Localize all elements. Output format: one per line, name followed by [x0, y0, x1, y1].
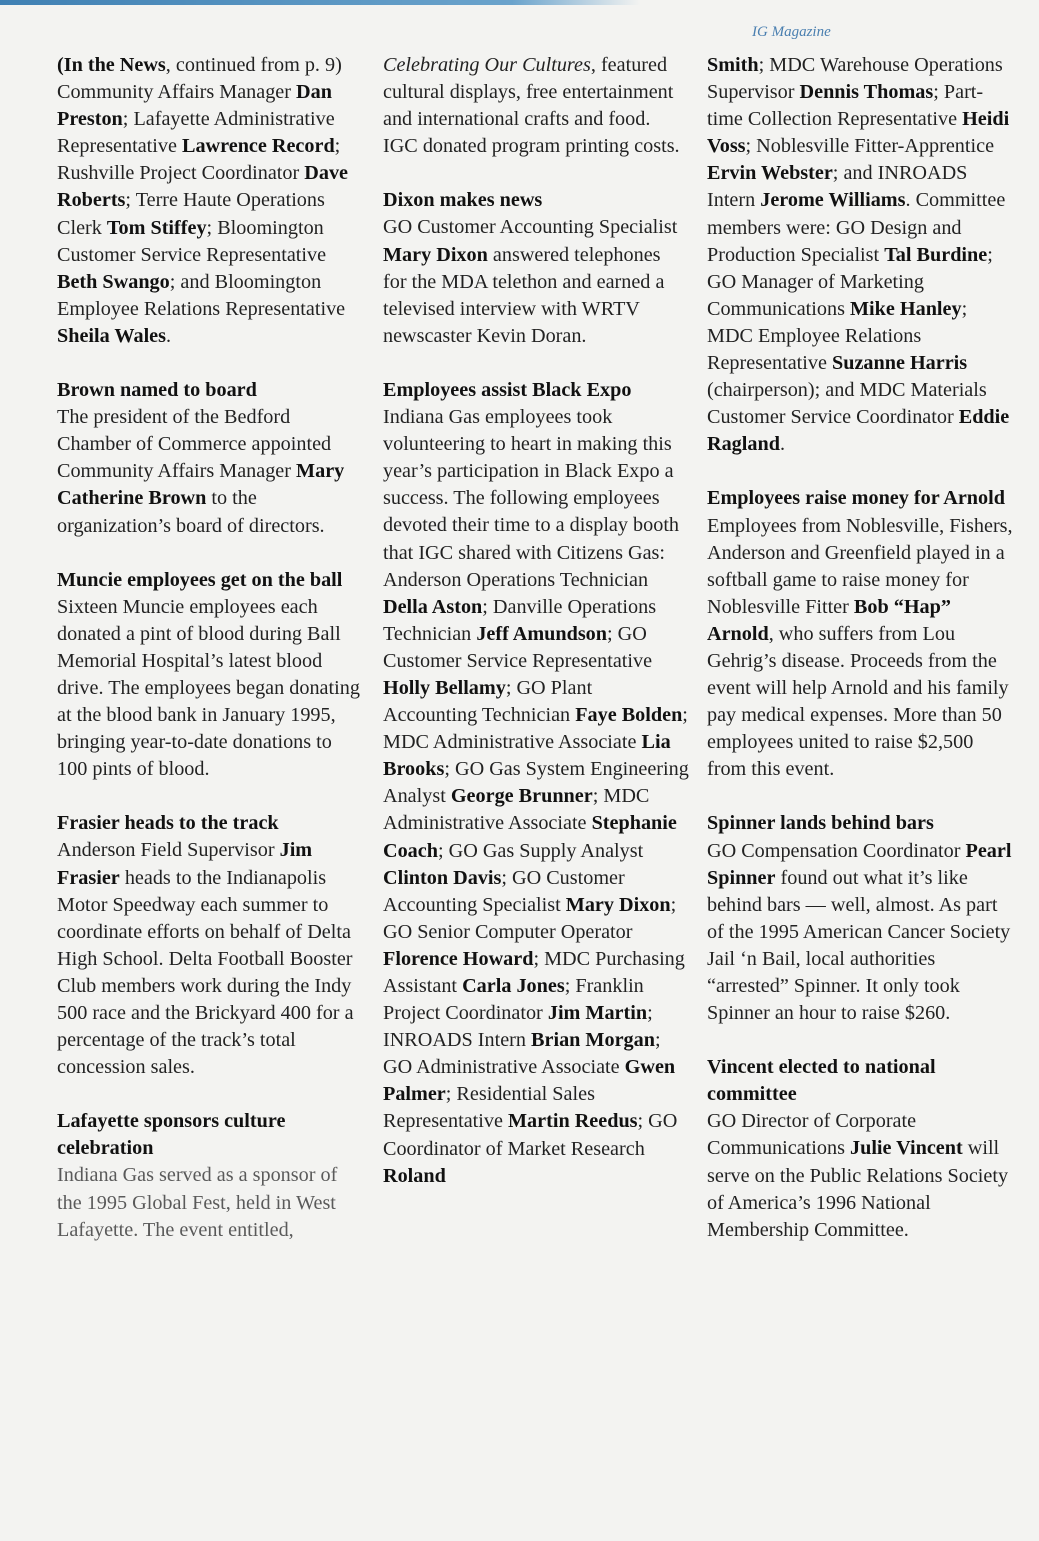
- text-run: Celebrating Our Cultures: [383, 54, 591, 76]
- person-name: Jim Frasier: [57, 839, 313, 889]
- story-body: [707, 1110, 1008, 1240]
- column-1: [57, 52, 362, 1244]
- person-name: Florence Howard: [383, 947, 534, 970]
- column-3: [707, 52, 1017, 1244]
- person-name: Heidi Voss: [707, 108, 1010, 158]
- lafayette-continuation: [383, 52, 689, 160]
- person-name: Carla Jones: [462, 975, 565, 997]
- text-run: ; Noblesville Fitter-Apprentice: [745, 135, 995, 158]
- person-name: Lia Brooks: [383, 731, 671, 781]
- text-run: ; Lafayette Administrative Representative: [57, 108, 335, 158]
- text-run: ; MDC Purchasing Assistant: [383, 947, 685, 997]
- story-arnold: [707, 485, 1017, 783]
- person-name: Roland: [383, 1164, 446, 1187]
- story-body: [57, 596, 360, 781]
- person-name: Eddie Ragland: [707, 406, 1010, 456]
- person-name: George Brunner: [450, 785, 593, 808]
- person-name: (In the News: [57, 54, 166, 76]
- person-name: Gwen Palmer: [383, 1056, 676, 1106]
- text-run: ; GO Plant Accounting Technician: [383, 676, 593, 727]
- column-2: [383, 52, 689, 1190]
- person-name: Pearl Spinner: [707, 839, 1012, 889]
- person-name: Jeff Amundson: [476, 622, 607, 645]
- person-name: Suzanne Harris: [832, 352, 968, 375]
- text-run: heads to the Indianapolis Motor Speedway each summer to coordinate efforts on behalf of Delta High School. Delta Football Booster Club members work during the Indy 500 race and the Brickyard 400 for a percentage of the track’s total concession sales.: [57, 866, 354, 1079]
- magazine-header: IG Magazine: [752, 24, 831, 40]
- story-body: [383, 406, 689, 1187]
- text-run: ; Franklin Project Coordinator: [383, 975, 644, 1025]
- story-lafayette: [57, 1108, 362, 1243]
- person-name: Martin Reedus: [508, 1110, 638, 1133]
- text-run: Indiana Gas served as a sponsor of the 1995 Global Fest, held in West Lafayette. The event entitled,: [57, 1164, 338, 1241]
- story-body: [57, 839, 354, 1078]
- text-run: to the organization’s board of directors.: [57, 487, 325, 537]
- text-run: ; GO Senior Computer Operator: [383, 893, 677, 943]
- text-run: ; and Bloomington Employee Relations Representative: [57, 270, 346, 320]
- person-name: Smith: [707, 54, 759, 76]
- person-name: Jerome Williams: [760, 189, 906, 212]
- story-headline: Spinner lands behind bars: [707, 812, 934, 835]
- text-run: ; Bloomington Customer Service Representative: [57, 216, 327, 266]
- story-spinner: [707, 810, 1017, 1027]
- person-name: Tom Stiffey: [106, 216, 207, 239]
- story-frasier: [57, 810, 362, 1081]
- person-name: Stephanie Coach: [383, 812, 677, 862]
- text-run: found out what it’s like behind bars — well, almost. As part of the 1995 American Cancer Society Jail ‘n Bail, local authorities “arrested” Spinner. It only took Spinner an hour to raise $260.: [707, 866, 1011, 1025]
- text-run: .: [166, 324, 172, 347]
- text-run: ; GO Gas System Engineering Analyst: [383, 758, 689, 808]
- person-name: Mary Dixon: [383, 243, 488, 266]
- text-run: ; GO Manager of Marketing Communications: [707, 243, 993, 320]
- text-run: ; MDC Warehouse Operations Supervisor: [707, 54, 1003, 104]
- text-run: ; Rushville Project Coordinator: [57, 135, 341, 185]
- person-name: Mary Catherine Brown: [57, 460, 345, 510]
- text-run: Indiana Gas employees took volunteering to heart in making this year’s participation in Black Expo a success. The following employees devoted their time to a display booth that IGC shared with Citizens Gas: Anderson Operations Technician: [383, 406, 680, 591]
- text-run: ; GO Gas Supply Analyst: [437, 839, 644, 862]
- text-run: Sixteen Muncie employees each donated a pint of blood during Ball Memorial Hospital’s latest blood drive. The employees began donating at the blood bank in January 1995, bringing year-to-date donations to 100 pints of blood.: [57, 595, 360, 781]
- top-accent-bar: [0, 0, 640, 5]
- story-body: [707, 840, 1011, 1025]
- text-run: ; and INROADS Intern: [707, 162, 968, 212]
- text-run: .: [779, 433, 785, 456]
- person-name: Faye Bolden: [575, 704, 683, 727]
- text-run: GO Director of Corporate Communications: [707, 1110, 917, 1160]
- text-run: ; GO Customer Accounting Specialist: [383, 866, 625, 916]
- text-run: ; Part-time Collection Representative: [707, 81, 984, 131]
- person-name: Della Aston: [383, 595, 483, 618]
- person-name: Ervin Webster: [707, 162, 833, 185]
- story-headline: Brown named to board: [57, 379, 257, 402]
- story-body: [707, 515, 1013, 781]
- text-run: ; INROADS Intern: [383, 1002, 653, 1052]
- text-run: ; GO Administrative Associate: [383, 1029, 661, 1079]
- story-headline: Muncie employees get on the ball: [57, 568, 343, 591]
- person-name: Dan Preston: [57, 81, 332, 131]
- text-run: GO Customer Accounting Specialist: [383, 216, 678, 239]
- text-run: GO Compensation Coordinator: [707, 839, 966, 862]
- story-dixon: [383, 187, 689, 350]
- black-expo-continuation: [707, 52, 1017, 458]
- text-run: . Committee members were: GO Design and Production Specialist: [707, 189, 1006, 266]
- text-run: ; Terre Haute Operations Clerk: [57, 189, 325, 239]
- story-body: [57, 1164, 337, 1240]
- story-body: [57, 406, 344, 536]
- text-run: ; GO Coordinator of Market Research: [383, 1110, 678, 1160]
- person-name: Mary Dixon: [565, 893, 671, 916]
- text-run: ; Residential Sales Representative: [383, 1083, 595, 1133]
- story-muncie: [57, 567, 362, 784]
- text-run: answered telephones for the MDA telethon and earned a televised interview with WRTV newscaster Kevin Doran.: [383, 243, 665, 347]
- person-name: Beth Swango: [57, 270, 170, 293]
- story-headline: Lafayette sponsors culture celebration: [57, 1110, 286, 1160]
- text-run: , featured cultural displays, free entertainment and international crafts and food. IGC donated program printing costs.: [383, 54, 680, 158]
- story-headline: Vincent elected to national committee: [707, 1056, 936, 1106]
- text-run: The president of the Bedford Chamber of Commerce appointed Community Affairs Manager: [57, 406, 332, 483]
- person-name: Dave Roberts: [57, 162, 349, 212]
- text-run: , who suffers from Lou Gehrig’s disease. Proceeds from the event will help Arnold and his family pay medical expenses. More than 50 employees united to raise $2,500 from this event.: [707, 622, 1009, 781]
- story-headline: Frasier heads to the track: [57, 812, 279, 835]
- person-name: Dennis Thomas: [799, 81, 934, 104]
- text-run: ; MDC Administrative Associate: [383, 704, 688, 754]
- text-run: will serve on the Public Relations Society of America’s 1996 National Membership Committee.: [707, 1137, 1009, 1241]
- story-headline: Dixon makes news: [383, 189, 543, 212]
- person-name: Jim Martin: [547, 1002, 648, 1025]
- story-brown: [57, 377, 362, 540]
- person-name: Lawrence Record: [182, 135, 335, 158]
- person-name: Holly Bellamy: [383, 676, 506, 699]
- person-name: Mike Hanley: [850, 297, 962, 320]
- story-headline: Employees assist Black Expo: [383, 378, 632, 401]
- text-run: ; MDC Administrative Associate: [383, 785, 650, 835]
- story-black-expo: [383, 377, 689, 1190]
- in-the-news-continuation: [57, 52, 362, 350]
- person-name: Brian Morgan: [531, 1029, 655, 1052]
- person-name: Tal Burdine: [884, 243, 988, 266]
- text-run: Employees from Noblesville, Fishers, Anderson and Greenfield played in a softball game to raise money for Noblesville Fitter: [707, 514, 1013, 618]
- person-name: Julie Vincent: [850, 1137, 963, 1160]
- text-run: Anderson Field Supervisor: [57, 839, 280, 862]
- text-run: ; Danville Operations Technician: [383, 595, 657, 645]
- text-run: , continued from p. 9) Community Affairs Manager: [57, 54, 342, 104]
- story-vincent: [707, 1054, 1017, 1244]
- person-name: Sheila Wales: [57, 324, 166, 347]
- story-headline: Employees raise money for Arnold: [707, 487, 1005, 510]
- text-run: ; GO Customer Service Representative: [383, 622, 653, 672]
- person-name: Bob “Hap” Arnold: [707, 595, 951, 645]
- text-run: ; MDC Employee Relations Representative: [707, 297, 968, 375]
- text-run: (chairperson); and MDC Materials Customer Service Coordinator: [707, 379, 987, 429]
- person-name: Clinton Davis: [383, 866, 502, 889]
- story-body: [383, 216, 677, 346]
